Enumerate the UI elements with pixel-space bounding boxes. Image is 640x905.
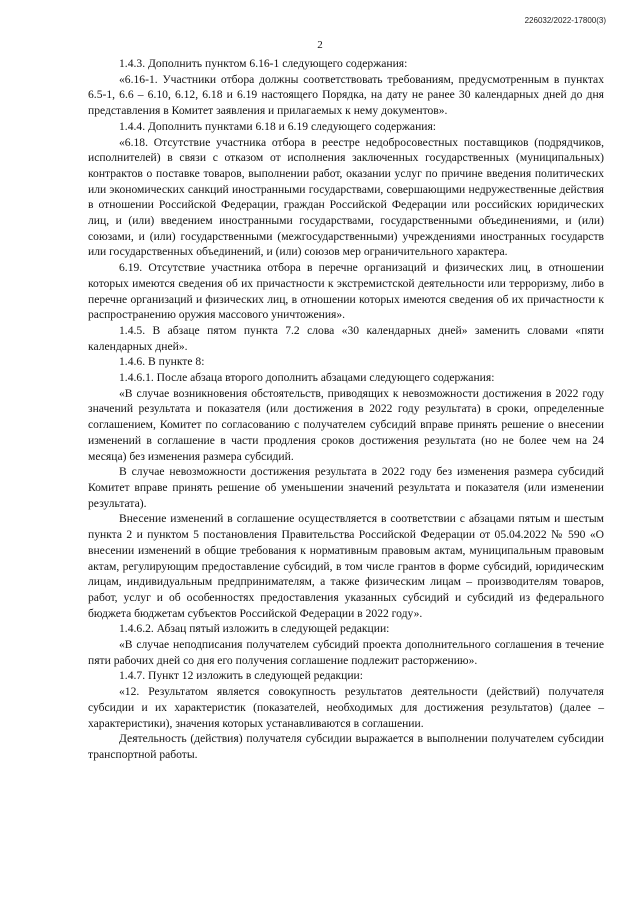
paragraph: 1.4.5. В абзаце пятом пункта 7.2 слова «30 календарных дней» заменить словами «пяти календарных дней». [88, 323, 604, 353]
paragraph: 1.4.3. Дополнить пунктом 6.16-1 следующего содержания: [119, 57, 408, 70]
paragraph: «6.18. Отсутствие участника отбора в реестре недобросовестных поставщиков (подрядчиков, исполнителей) в связи с отказом от исполнения заключенных государственных (муниципальных) контрактов о поставке товаров, выполнении работ, оказании услуг по причине введения политических или экономических санкций иностранными государствами, совершающими недружественные действия в отношении Российской Федерации, граждан Российской Федерации или российских юридических лиц, и (или) введением иностранными государствами, государственными объединениями, и (или) союзами, и (или) государственными (межгосударственными) учреждениями иностранных государств или государственных объединений, и (или) союзов мер ограничительного характера. [88, 135, 604, 259]
paragraph: В случае невозможности достижения результата в 2022 году без изменения размера субсидий Комитет вправе принять решение об уменьшении значений результата и показателя (или изменении результата). [88, 465, 604, 510]
paragraph: Внесение изменений в соглашение осуществляется в соответствии с абзацами пятым и шестым пункта 2 и пунктом 5 постановления Правительства Российской Федерации от 05.04.2022 № 590 «О внесении изменений в общие требования к нормативным правовым актам, муниципальным правовым актам, регулирующим предоставление субсидий, в том числе грантов в форме субсидий, юридическим лицам, индивидуальным предпринимателям, а также физическим лицам – производителям товаров, работ, услуг и об особенностях предоставления указанных субсидий и субсидий из федерального бюджета бюджетам субъектов Российской Федерации в 2022 году». [88, 512, 604, 620]
paragraph: 1.4.6. В пункте 8: [119, 355, 205, 369]
paragraph: «12. Результатом является совокупность результатов деятельности (действий) получателя субсидии и их характеристик (показателей, необходимых для достижения результатов) (далее – характеристики), значения которых устанавливаются в соглашении. [88, 685, 604, 730]
paragraph: Деятельность (действия) получателя субсидии выражается в выполнении получателем субсидии транспортной работы. [88, 732, 604, 761]
paragraph: «В случае возникновения обстоятельств, приводящих к невозможности достижения в 2022 году значений результата и показателя (или достижения в 2022 году результата) в сроки, определенные соглашением, Комитет по согласованию с получателем субсидий вправе принять решение о внесении изменений в соглашение в части продления сроков достижения результата (но не более чем на 24 месяца) без изменения размера субсидий. [88, 386, 604, 463]
paragraph: 1.4.4. Дополнить пунктами 6.18 и 6.19 следующего содержания: [119, 119, 437, 133]
paragraph: 1.4.6.1. После абзаца второго дополнить абзацами следующего содержания: [119, 371, 495, 385]
paragraph: 6.19. Отсутствие участника отбора в перечне организаций и физических лиц, в отношении которых имеются сведения об их причастности к экстремистской деятельности или терроризму, либо в перечне организаций и физических лиц, в отношении которых имеются сведения об их причастности к распространению оружия массового уничтожения». [88, 261, 604, 322]
paragraph: 1.4.7. Пункт 12 изложить в следующей редакции: [119, 669, 363, 683]
document-id: 226032/2022-17800(3) [524, 16, 606, 25]
document-body [88, 56, 604, 763]
paragraph: «В случае неподписания получателем субсидий проекта дополнительного соглашения в течение пяти рабочих дней со дня его получения соглашение подлежит расторжению». [88, 638, 604, 667]
paragraph: 1.4.6.2. Абзац пятый изложить в следующей редакции: [119, 622, 390, 636]
page-number: 2 [317, 39, 323, 51]
paragraph: «6.16-1. Участники отбора должны соответствовать требованиям, предусмотренным в пунктах 6.5-1, 6.6 – 6.10, 6.12, 6.18 и 6.19 настоящего Порядка, на дату не ранее 30 календарных дней до дня представления в Комитет заявления и прилагаемых к нему документов». [88, 72, 604, 118]
